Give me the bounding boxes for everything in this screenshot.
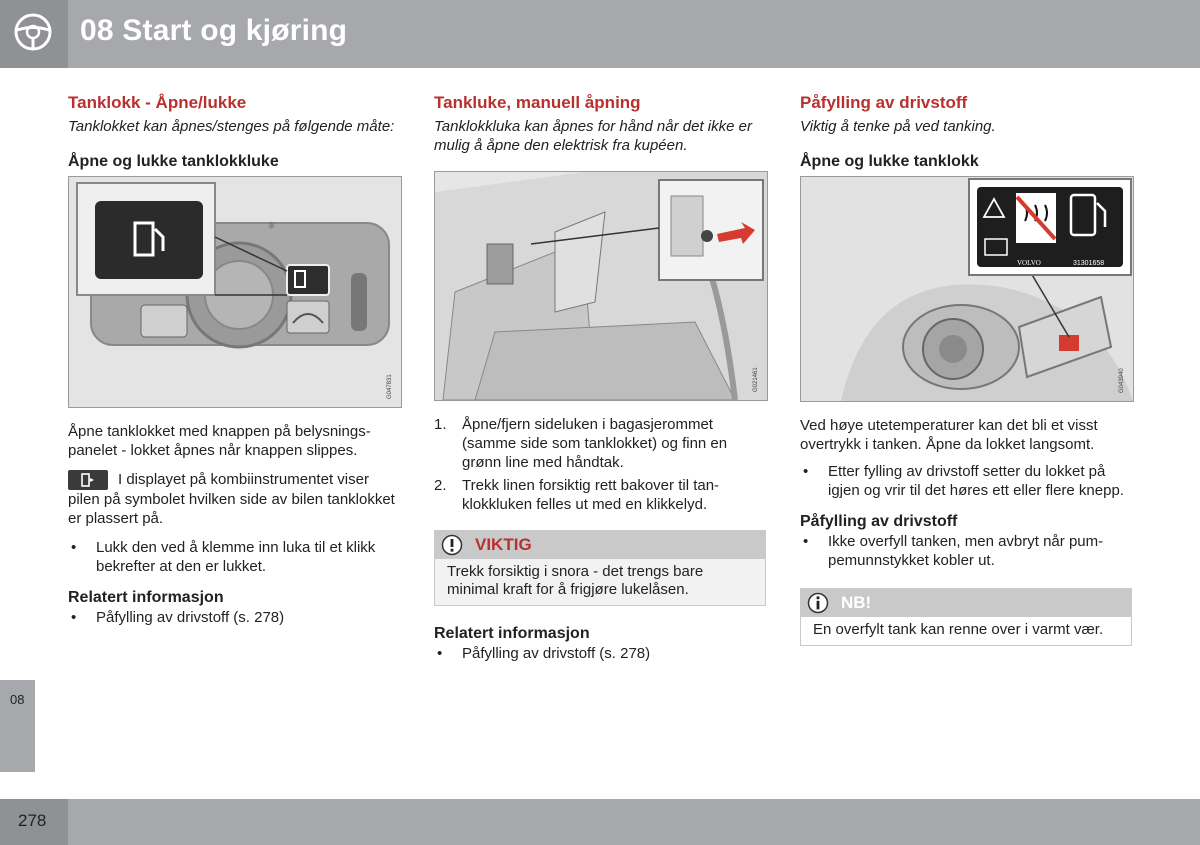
column-manual-opening (434, 92, 766, 663)
step-text: Trekk linen forsiktig rett bakover til tan-klokkluken felles ut med en klikkelyd. (462, 477, 720, 513)
column-refuelling (800, 92, 1132, 646)
note-callout-header (801, 589, 1131, 617)
step-item (434, 476, 766, 514)
chapter-title: 08 Start og kjøring (80, 14, 348, 47)
step-number: 2. (434, 477, 447, 494)
cargo-area-drawing (435, 172, 767, 400)
related-list (434, 644, 766, 663)
chapter-icon-box (0, 0, 68, 68)
related-link[interactable]: • Påfylling av drivstoff (s. 278) (434, 644, 766, 663)
fuel-side-indicator-icon (68, 470, 108, 490)
related-link[interactable]: • Påfylling av drivstoff (s. 278) (68, 608, 400, 627)
image-code: G021461 (753, 367, 759, 392)
subheading: Åpne og lukke tanklokk (800, 153, 979, 170)
image-code: G047831 (387, 374, 393, 399)
paragraph-pressure: Ved høye utetemperaturer kan det bli et visst overtrykk i tanken. Åpne da lokket langsomt. (800, 417, 1098, 453)
cargo-area-illustration (434, 171, 768, 401)
paragraph-open-button: Åpne tanklokket med knappen på belysnings-panelet - lokket åpnes når knappen slippes. (68, 423, 371, 459)
info-icon (807, 592, 829, 614)
label-brand: VOLVO (1017, 259, 1041, 267)
step-text: Åpne/fjern sideluken i bagasjerommet (samme side som tanklokket) og finn en grønn line med håndtak. (462, 416, 728, 471)
related-heading: Relatert informasjon (68, 589, 224, 606)
section-heading: Tanklokk - Åpne/lukke (68, 93, 247, 112)
svg-text:☼: ☼ (267, 221, 276, 232)
steering-wheel-icon (14, 13, 52, 51)
warning-callout-header (435, 531, 765, 559)
step-item (434, 415, 766, 472)
section-heading: Påfylling av drivstoff (800, 93, 968, 112)
section-heading: Tankluke, manuell åpning (434, 93, 641, 112)
display-indicator-text: I displayet på kombiinstrumentet viser pilen på symbolet hvilken side av bilen tanklokket er plassert på. (68, 471, 395, 527)
section-intro: Tanklokkluka kan åpnes for hånd når det ikke er mulig å åpne den elektrisk fra kupéen. (434, 118, 752, 154)
image-code: G043940 (1119, 368, 1125, 393)
warning-body: Trekk forsiktig i snora - det trengs bare minimal kraft for å frigjøre lukelåsen. (435, 559, 765, 605)
bullet-list (800, 462, 1132, 500)
related-heading: Relatert informasjon (434, 625, 590, 642)
warning-title: VIKTIG (475, 535, 532, 554)
page-footer (0, 799, 1200, 845)
related-list (68, 608, 400, 627)
list-item: • Etter fylling av drivstoff setter du lokket på igjen og vrir til det høres ett eller flere knepp. (800, 462, 1132, 500)
label-code: 31301658 (1073, 260, 1105, 267)
warning-callout (434, 530, 766, 606)
note-callout (800, 588, 1132, 646)
light-panel-drawing (69, 177, 401, 407)
subheading-refuelling: Påfylling av drivstoff (800, 513, 958, 530)
bullet-list (800, 532, 1132, 570)
light-panel-illustration (68, 176, 402, 408)
paragraph-display-indicator (68, 470, 400, 528)
bullet-list (68, 538, 400, 576)
chapter-side-tab (0, 680, 35, 772)
fuel-cap-drawing (801, 177, 1133, 401)
page-number-box (0, 799, 68, 845)
section-intro: Viktig å tenke på ved tanking. (800, 118, 996, 135)
page-number: 278 (18, 811, 47, 830)
section-intro: Tanklokket kan åpnes/stenges på følgende måte: (68, 118, 395, 135)
note-body: En overfylt tank kan renne over i varmt vær. (801, 617, 1131, 645)
subheading: Åpne og lukke tanklokkluke (68, 153, 279, 170)
list-item: • Ikke overfyll tanken, men avbryt når pum-pemunnstykket kobler ut. (800, 532, 1132, 570)
warning-icon (441, 534, 463, 556)
chapter-side-tab-label: 08 (10, 692, 25, 707)
chapter-header (0, 0, 1200, 68)
step-number: 1. (434, 416, 447, 433)
fuel-cap-illustration (800, 176, 1134, 402)
note-title: NB! (841, 593, 872, 612)
column-fuel-cap (68, 92, 400, 627)
list-item: • Lukk den ved å klemme inn luka til et klikk bekrefter at den er lukket. (68, 538, 400, 576)
steps-list (434, 415, 766, 514)
